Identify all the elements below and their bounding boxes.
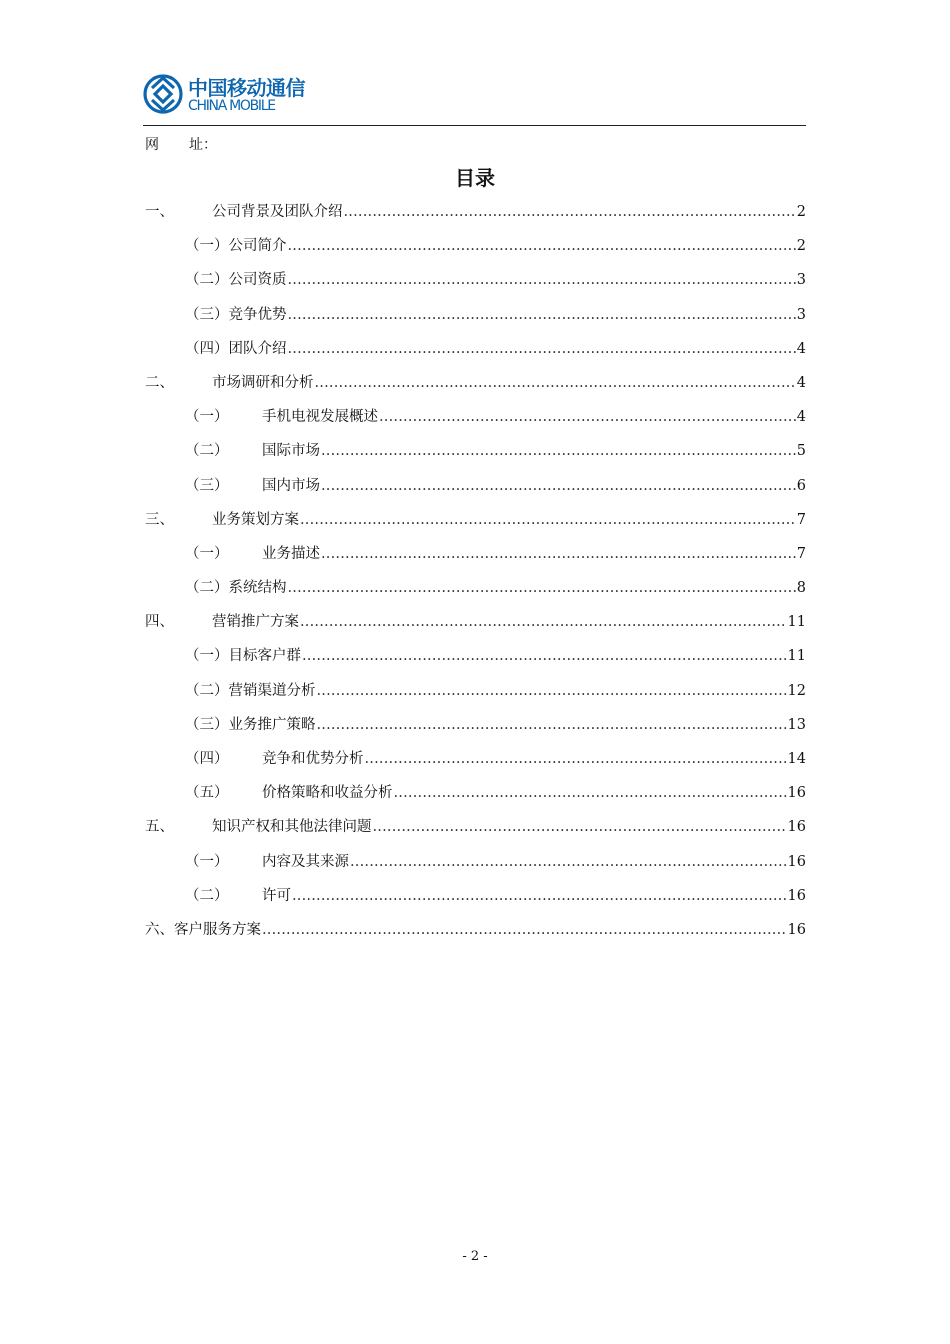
toc-leader-dots [315, 370, 796, 396]
toc-entry[interactable] [145, 746, 806, 780]
toc-entry-page: 11 [787, 648, 806, 665]
toc-entry-title: 系统结构 [228, 580, 287, 597]
toc-entry-title: 价格策略和收益分析 [262, 785, 393, 802]
toc-entry[interactable] [145, 473, 806, 507]
toc-entry-number: （二） [185, 682, 229, 699]
toc-title: 目录 [455, 166, 495, 190]
toc-entry-page: 16 [787, 819, 806, 836]
toc-entry-page: 16 [787, 887, 806, 904]
toc-entry[interactable] [145, 336, 806, 370]
toc-entry-number: （二） [185, 580, 229, 597]
toc-leader-dots [317, 678, 787, 704]
toc-entry-page: 16 [787, 921, 806, 938]
toc-entry[interactable] [145, 370, 806, 404]
toc-entry-number: 六、 [145, 921, 174, 938]
toc-leader-dots [300, 609, 787, 635]
toc-entry-title: 内容及其来源 [262, 853, 349, 870]
toc-entry-title: 国内市场 [262, 477, 320, 494]
logo-english-text: CHINA MOBILE [188, 98, 275, 114]
toc-entry-title: 目标客户群 [228, 648, 301, 665]
toc-entry-number: （四） [185, 340, 229, 357]
toc-entry-title: 知识产权和其他法律问题 [212, 819, 372, 836]
toc-entry-page: 4 [796, 409, 806, 426]
toc-entry-page: 12 [787, 682, 806, 699]
page-number: - 2 - [462, 1249, 488, 1264]
toc-entry-number: （一） [185, 648, 229, 665]
toc-entry-number: （五） [185, 785, 229, 802]
toc-leader-dots [300, 507, 796, 533]
toc-leader-dots [321, 541, 796, 567]
toc-entry[interactable] [145, 507, 806, 541]
toc-entry-number: （三） [185, 306, 229, 323]
toc-entry-title: 公司简介 [228, 238, 287, 255]
toc-entry-page: 7 [796, 511, 806, 528]
toc-entry-number: 二、 [145, 374, 174, 391]
china-mobile-logo-icon [143, 66, 183, 122]
toc-entry[interactable] [145, 883, 806, 917]
toc-entry[interactable] [145, 917, 806, 951]
toc-leader-dots [344, 199, 796, 225]
toc-entry-page: 3 [796, 272, 806, 289]
toc-entry-page: 4 [796, 374, 806, 391]
toc-entry[interactable] [145, 267, 806, 301]
toc-leader-dots [288, 575, 796, 601]
toc-entry-number: （一） [185, 409, 229, 426]
toc-entry-page: 2 [796, 238, 806, 255]
toc-leader-dots [288, 267, 796, 293]
toc-entry-page: 16 [787, 853, 806, 870]
toc-entry[interactable] [145, 712, 806, 746]
toc-entry-page: 16 [787, 785, 806, 802]
toc-entry[interactable] [145, 233, 806, 267]
toc-entry[interactable] [145, 575, 806, 609]
toc-leader-dots [288, 233, 796, 259]
toc-entry-number: （二） [185, 443, 229, 460]
toc-entry-number: （一） [185, 853, 229, 870]
toc-leader-dots [317, 712, 787, 738]
toc-entry-number: （三） [185, 716, 229, 733]
toc-leader-dots [373, 814, 787, 840]
toc-entry-page: 6 [796, 477, 806, 494]
toc-entry-number: （四） [185, 751, 229, 767]
toc-entry[interactable] [145, 438, 806, 472]
toc-leader-dots [321, 473, 796, 499]
toc-entry-number: 三、 [145, 511, 174, 528]
toc-entry-number: （二） [185, 272, 229, 289]
toc-entry[interactable] [145, 404, 806, 438]
toc-entry-title: 业务推广策略 [228, 716, 316, 733]
toc-entry[interactable] [145, 814, 806, 848]
toc-entry-page: 3 [796, 306, 806, 323]
toc-leader-dots [262, 917, 787, 943]
toc-entry[interactable] [145, 302, 806, 336]
toc-entry-page: 11 [787, 614, 806, 631]
toc-leader-dots [288, 336, 796, 362]
logo-chinese-text: 中国移动通信 [188, 76, 305, 100]
page-header [143, 66, 806, 126]
toc-entry[interactable] [145, 780, 806, 814]
toc-entry-number: 四、 [145, 614, 174, 631]
toc-entry[interactable] [145, 643, 806, 677]
toc-entry-title: 公司资质 [228, 272, 287, 289]
toc-entry-page: 7 [796, 545, 806, 562]
toc-entry-title: 国际市场 [262, 443, 320, 460]
header-divider [143, 125, 806, 126]
toc-entry-title: 竞争和优势分析 [262, 751, 364, 767]
toc-entry[interactable] [145, 609, 806, 643]
url-label-2: 址： [189, 137, 217, 153]
toc-entry[interactable] [145, 541, 806, 575]
toc-entry-title: 营销渠道分析 [228, 682, 316, 699]
toc-entry[interactable] [145, 678, 806, 712]
toc-entry-title: 团队介绍 [228, 340, 287, 357]
toc-entry-title: 许可 [262, 887, 291, 904]
toc-entry-number: 五、 [145, 819, 174, 836]
toc-entry-number: （三） [185, 477, 229, 494]
table-of-contents [145, 199, 806, 951]
toc-entry-number: （一） [185, 238, 229, 255]
toc-entry-page: 13 [787, 716, 806, 733]
toc-leader-dots [365, 746, 787, 772]
toc-entry-title: 业务描述 [262, 545, 320, 562]
toc-leader-dots [292, 883, 787, 909]
toc-entry-page: 4 [796, 340, 806, 357]
toc-entry-title: 业务策划方案 [212, 511, 299, 528]
toc-entry[interactable] [145, 199, 806, 233]
toc-entry-page: 14 [787, 751, 806, 767]
toc-entry-title: 市场调研和分析 [212, 374, 314, 391]
toc-entry-page: 8 [796, 580, 806, 597]
toc-entry-title: 营销推广方案 [212, 614, 299, 631]
toc-entry-page: 5 [796, 443, 806, 460]
toc-entry-title: 竞争优势 [228, 306, 287, 323]
toc-entry-title: 公司背景及团队介绍 [212, 204, 343, 220]
toc-entry-number: 一、 [145, 204, 174, 220]
toc-leader-dots [321, 438, 796, 464]
url-label-1: 网 [145, 137, 159, 153]
toc-entry-title: 客户服务方案 [174, 921, 261, 938]
toc-entry-number: （二） [185, 887, 229, 904]
url-line [145, 134, 217, 154]
toc-entry-page: 2 [796, 204, 806, 220]
toc-leader-dots [379, 404, 796, 430]
toc-entry-number: （一） [185, 545, 229, 562]
toc-entry[interactable] [145, 849, 806, 883]
toc-entry-title: 手机电视发展概述 [262, 409, 378, 426]
toc-leader-dots [394, 780, 787, 806]
toc-leader-dots [288, 302, 796, 328]
toc-leader-dots [302, 643, 787, 669]
toc-leader-dots [350, 849, 787, 875]
